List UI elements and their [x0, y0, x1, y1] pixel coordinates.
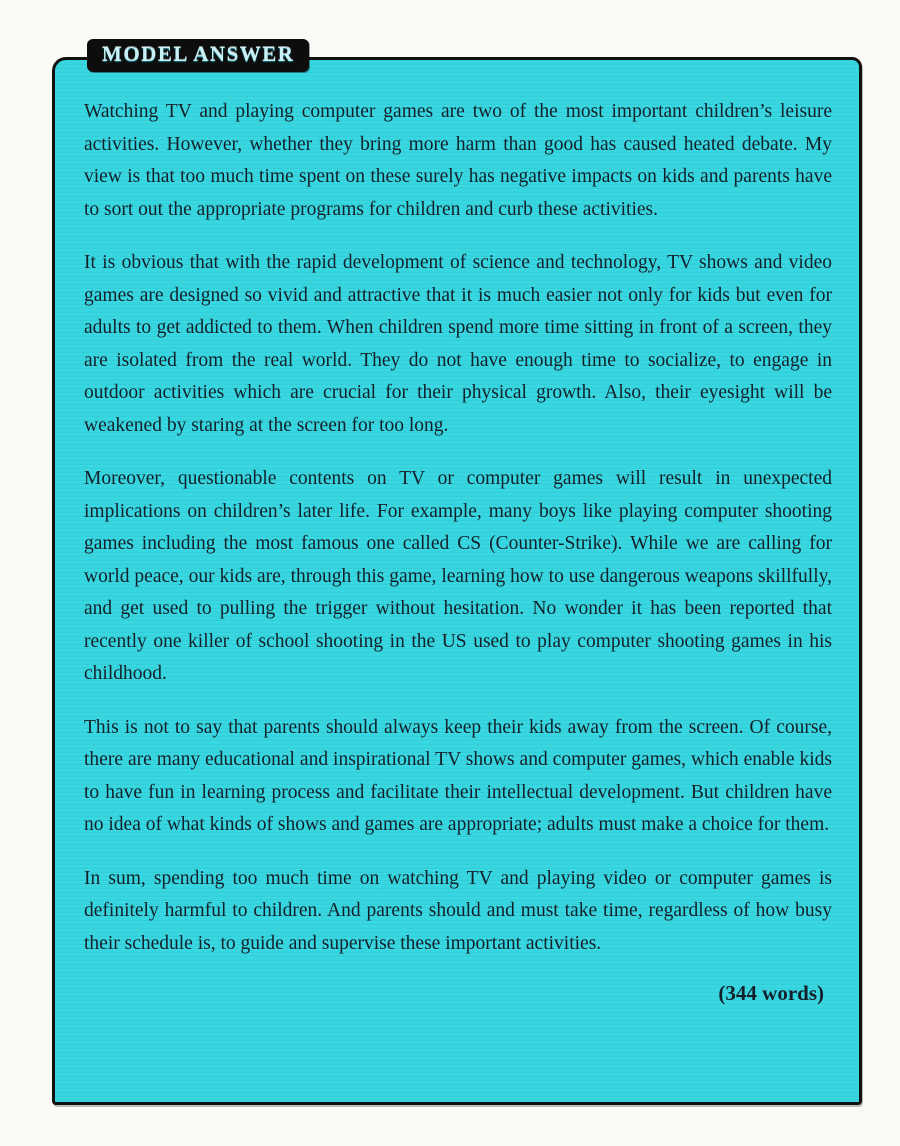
- word-count-label: (344 words): [718, 981, 824, 1005]
- model-answer-badge-label: MODEL ANSWER: [102, 42, 295, 66]
- essay-paragraph-intro: Watching TV and playing computer games are two of the most important children’s leisure activities. However, whether they bring more harm than good has caused heated debate. My view is that too much time spent on these surely has negative impacts on kids and parents have to sort out the appropriate programs for children and curb these activities.: [84, 101, 832, 220]
- essay-paragraph-body-3: This is not to say that parents should always keep their kids away from the screen. Of course, there are many educational and inspirational TV shows and computer games, which enable kids to have fun in learning process and facilitate their intellectual development. But children have no idea of what kinds of shows and games are appropriate; adults must make a choice for them.: [84, 716, 832, 835]
- essay-paragraph-conclusion: In sum, spending too much time on watching TV and playing video or computer games is definitely harmful to children. And parents should and must take time, regardless of how busy their schedule is, to guide and supervise these important activities.: [84, 867, 832, 954]
- essay-paragraph-body-2: Moreover, questionable contents on TV or computer games will result in unexpected implications on children’s later life. For example, many boys like playing computer shooting games including the most famous one called CS (Counter-Strike). While we are calling for world peace, our kids are, through this game, learning how to use dangerous weapons skillfully, and get used to pulling the trigger without hesitation. No wonder it has been reported that recently one killer of school shooting in the US used to play computer shooting games in his childhood.: [84, 468, 832, 684]
- model-answer-badge: [87, 39, 309, 72]
- essay-paragraph-body-1: It is obvious that with the rapid development of science and technology, TV shows and video games are designed so vivid and attractive that it is much easier not only for kids but even for adults to get addicted to them. When children spend more time sitting in front of a screen, they are isolated from the real world. They do not have enough time to socialize, to engage in outdoor activities which are crucial for their physical growth. Also, their eyesight will be weakened by staring at the screen for too long.: [84, 252, 832, 436]
- model-answer-panel: [52, 57, 862, 1105]
